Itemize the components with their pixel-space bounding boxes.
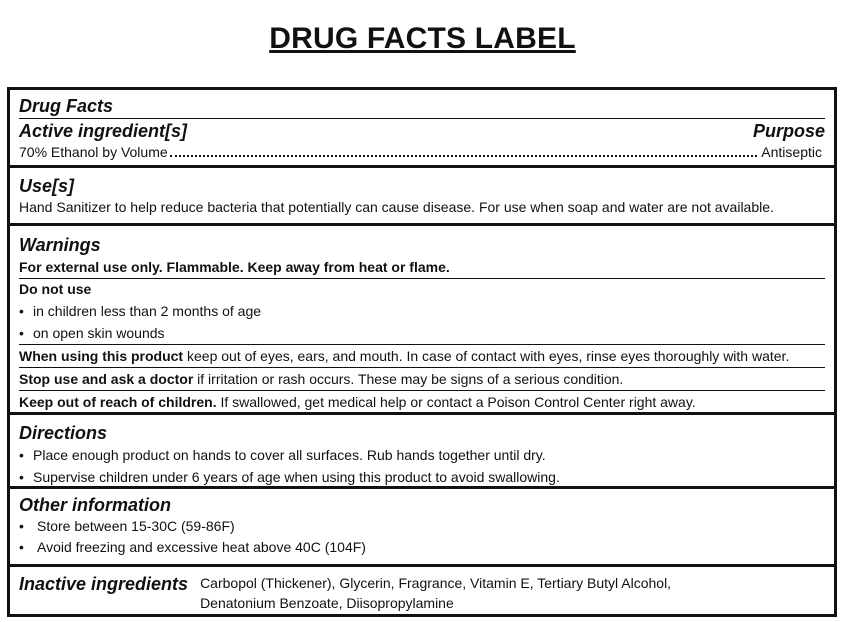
inactive-ingredients-line-2: Denatonium Benzoate, Diisopropylamine xyxy=(200,595,454,611)
warnings-section xyxy=(10,229,834,415)
uses-section xyxy=(10,171,834,226)
keep-out-of-reach-warning: Keep out of reach of children. If swallowed, get medical help or contact a Poison Control Center right away. xyxy=(19,390,825,413)
bullet-icon: • xyxy=(19,518,24,534)
inactive-ingredients-section xyxy=(10,570,834,614)
list-item: • in children less than 2 months of age xyxy=(19,300,825,322)
bullet-icon: • xyxy=(19,303,24,319)
stop-use-warning: Stop use and ask a doctor if irritation or rash occurs. These may be signs of a serious condition. xyxy=(19,367,825,390)
when-using-warning: When using this product keep out of eyes, ears, and mouth. In case of contact with eyes, rinse eyes thoroughly with water. xyxy=(19,344,825,367)
list-item: • Store between 15-30C (59-86F) xyxy=(19,516,825,537)
leader-dots xyxy=(170,154,758,157)
bullet-icon: • xyxy=(19,447,24,463)
other-information-section xyxy=(10,492,834,567)
purpose-heading: Purpose xyxy=(752,121,825,141)
uses-heading: Use[s] xyxy=(19,176,75,196)
external-use-warning: For external use only. Flammable. Keep away from heat or flame. xyxy=(19,259,450,275)
do-not-use-block xyxy=(19,278,825,344)
list-item: • on open skin wounds xyxy=(19,322,825,344)
purpose-value: Antiseptic xyxy=(761,144,822,160)
directions-heading: Directions xyxy=(19,423,108,443)
bullet-icon: • xyxy=(19,469,24,485)
warnings-heading: Warnings xyxy=(19,235,101,255)
bullet-icon: • xyxy=(19,325,24,341)
other-information-heading: Other information xyxy=(19,495,171,515)
do-not-use-heading: Do not use xyxy=(19,281,92,297)
active-ingredient-value: 70% Ethanol by Volume xyxy=(19,144,168,160)
drug-facts-heading: Drug Facts xyxy=(19,95,825,119)
uses-text: Hand Sanitizer to help reduce bacteria that potentially can cause disease. For use when soap and water are not available. xyxy=(19,199,774,215)
list-item: • Avoid freezing and excessive heat above 40C (104F) xyxy=(19,537,825,558)
directions-section xyxy=(10,418,834,489)
inactive-ingredients-line-1: Carbopol (Thickener), Glycerin, Fragrance, Vitamin E, Tertiary Butyl Alcohol, xyxy=(200,575,672,591)
drug-facts-section xyxy=(10,90,834,168)
active-ingredient-heading: Active ingredient[s] xyxy=(19,121,188,141)
bullet-icon: • xyxy=(19,539,24,555)
drug-facts-panel xyxy=(7,87,837,617)
page-title: DRUG FACTS LABEL xyxy=(269,22,576,55)
list-item: • Supervise children under 6 years of age when using this product to avoid swallowing. xyxy=(19,466,825,488)
list-item: • Place enough product on hands to cover all surfaces. Rub hands together until dry. xyxy=(19,444,825,466)
inactive-ingredients-heading: Inactive ingredients xyxy=(19,574,189,594)
